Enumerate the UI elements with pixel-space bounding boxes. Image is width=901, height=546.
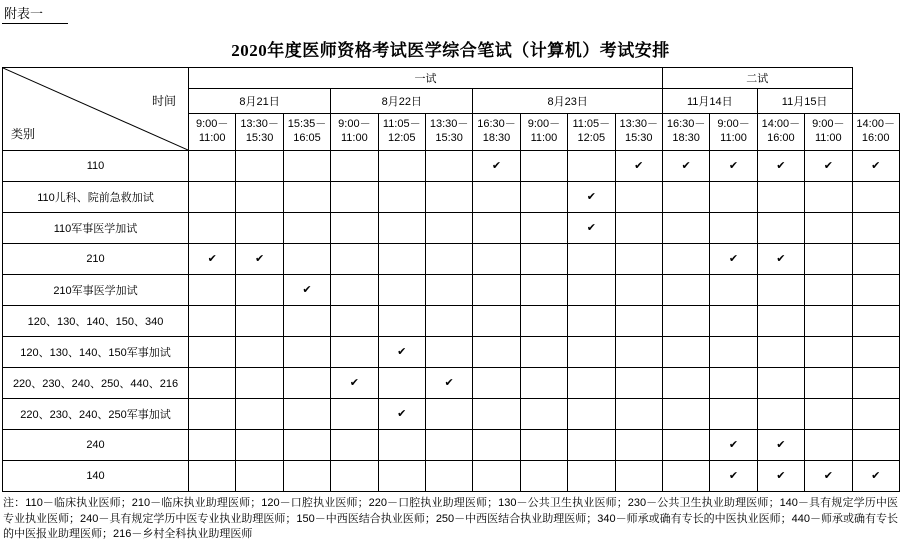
time-slot-header <box>189 113 236 150</box>
time-end: 11:00 <box>341 131 368 144</box>
schedule-empty-cell <box>236 305 283 336</box>
day-header: 8月22日 <box>331 88 473 113</box>
time-start: 11:05－ <box>572 117 611 130</box>
time-end: 11:00 <box>530 131 558 144</box>
schedule-check-cell: ✔ <box>662 150 709 181</box>
time-slot-header <box>331 113 378 150</box>
schedule-empty-cell <box>425 398 472 429</box>
time-slot-header <box>710 113 757 150</box>
schedule-empty-cell <box>236 336 283 367</box>
schedule-empty-cell <box>283 460 330 491</box>
schedule-empty-cell <box>378 212 425 243</box>
time-end: 15:30 <box>435 131 463 144</box>
schedule-empty-cell <box>520 305 567 336</box>
time-start: 13:30－ <box>240 117 279 130</box>
time-start: 15:35－ <box>287 117 327 130</box>
schedule-empty-cell <box>189 181 236 212</box>
schedule-empty-cell <box>520 150 567 181</box>
category-label-cell: 120、130、140、150、340 <box>3 305 189 336</box>
time-slot-header <box>852 113 899 150</box>
schedule-check-cell: ✔ <box>615 150 662 181</box>
schedule-empty-cell <box>283 150 330 181</box>
schedule-check-cell: ✔ <box>757 429 804 460</box>
schedule-empty-cell <box>568 460 615 491</box>
schedule-empty-cell <box>852 305 899 336</box>
table-row <box>3 429 900 460</box>
schedule-empty-cell <box>189 274 236 305</box>
appendix-label: 附表一 <box>4 6 44 21</box>
time-start: 13:30－ <box>619 117 658 130</box>
schedule-empty-cell <box>236 398 283 429</box>
schedule-check-cell: ✔ <box>236 243 283 274</box>
schedule-empty-cell <box>710 305 757 336</box>
schedule-empty-cell <box>283 367 330 398</box>
schedule-empty-cell <box>568 429 615 460</box>
category-label-cell: 110儿科、院前急救加试 <box>3 181 189 212</box>
schedule-check-cell: ✔ <box>473 150 520 181</box>
appendix-underline <box>2 23 68 24</box>
category-label-cell: 240 <box>3 429 189 460</box>
schedule-check-cell: ✔ <box>710 150 757 181</box>
schedule-check-cell: ✔ <box>805 460 852 491</box>
schedule-empty-cell <box>757 336 804 367</box>
schedule-empty-cell <box>852 212 899 243</box>
schedule-empty-cell <box>520 367 567 398</box>
time-end: 12:05 <box>387 131 416 144</box>
schedule-empty-cell <box>520 336 567 367</box>
schedule-empty-cell <box>378 367 425 398</box>
schedule-empty-cell <box>662 429 709 460</box>
schedule-empty-cell <box>615 460 662 491</box>
schedule-empty-cell <box>189 429 236 460</box>
schedule-empty-cell <box>520 243 567 274</box>
schedule-empty-cell <box>710 398 757 429</box>
schedule-empty-cell <box>662 460 709 491</box>
schedule-empty-cell <box>662 398 709 429</box>
schedule-check-cell: ✔ <box>757 243 804 274</box>
time-end: 15:30 <box>245 131 274 144</box>
table-row <box>3 460 900 491</box>
corner-time-label: 时间 <box>151 93 176 108</box>
schedule-empty-cell <box>473 398 520 429</box>
time-slot-header <box>568 113 615 150</box>
schedule-empty-cell <box>662 367 709 398</box>
category-label-cell: 120、130、140、150军事加试 <box>3 336 189 367</box>
table-notes: 注：110－临床执业医师；210－临床执业助理医师；120－口腔执业医师；220－口腔执业助理医师；130－公共卫生执业医师；230－公共卫生执业助理医师；140－具有规定学历中医专业执业医师；240－具有规定学历中医专业执业助理医师；150－中西医结合执业医师；250－中西医结合执业助理医师；340－师承或确有专长的中医执业医师；440－师承或确有专长的中医报业助理医师；216－乡村全科执业助理医师 <box>3 496 898 541</box>
schedule-empty-cell <box>852 243 899 274</box>
time-slot-header <box>283 113 330 150</box>
table-row <box>3 336 900 367</box>
schedule-empty-cell <box>805 398 852 429</box>
schedule-empty-cell <box>236 460 283 491</box>
time-start: 9:00－ <box>195 117 229 130</box>
schedule-empty-cell <box>568 305 615 336</box>
schedule-check-cell: ✔ <box>378 398 425 429</box>
schedule-empty-cell <box>189 150 236 181</box>
schedule-check-cell: ✔ <box>710 460 757 491</box>
schedule-empty-cell <box>805 429 852 460</box>
category-label-cell: 110军事医学加试 <box>3 212 189 243</box>
schedule-empty-cell <box>473 460 520 491</box>
schedule-check-cell: ✔ <box>852 460 899 491</box>
schedule-empty-cell <box>331 305 378 336</box>
time-slot-header <box>473 113 520 150</box>
day-header: 11月14日 <box>662 88 757 113</box>
table-row <box>3 367 900 398</box>
time-slot-header <box>615 113 662 150</box>
schedule-check-cell: ✔ <box>425 367 472 398</box>
schedule-empty-cell <box>189 398 236 429</box>
day-header: 11月15日 <box>757 88 852 113</box>
schedule-empty-cell <box>615 398 662 429</box>
page-title: 2020年度医师资格考试医学综合笔试（计算机）考试安排 <box>231 40 670 60</box>
schedule-empty-cell <box>662 212 709 243</box>
schedule-empty-cell <box>331 336 378 367</box>
table-body <box>3 150 900 491</box>
schedule-empty-cell <box>473 274 520 305</box>
schedule-empty-cell <box>662 305 709 336</box>
time-start: 9:00－ <box>812 117 845 130</box>
schedule-empty-cell <box>283 429 330 460</box>
schedule-empty-cell <box>425 429 472 460</box>
table-row <box>3 398 900 429</box>
time-end: 16:00 <box>767 131 795 144</box>
schedule-empty-cell <box>236 212 283 243</box>
table-row <box>3 243 900 274</box>
schedule-empty-cell <box>757 398 804 429</box>
schedule-empty-cell <box>378 460 425 491</box>
table-row <box>3 181 900 212</box>
schedule-empty-cell <box>757 212 804 243</box>
time-end: 15:30 <box>624 131 653 144</box>
time-start: 11:05－ <box>382 117 421 130</box>
schedule-empty-cell <box>615 212 662 243</box>
schedule-empty-cell <box>473 367 520 398</box>
schedule-empty-cell <box>520 274 567 305</box>
time-slot-header <box>662 113 709 150</box>
time-end: 18:30 <box>672 131 700 144</box>
schedule-empty-cell <box>283 181 330 212</box>
time-end: 11:00 <box>814 131 842 144</box>
day-header: 8月23日 <box>473 88 663 113</box>
schedule-check-cell: ✔ <box>710 429 757 460</box>
schedule-check-cell: ✔ <box>331 367 378 398</box>
schedule-empty-cell <box>331 398 378 429</box>
schedule-empty-cell <box>283 305 330 336</box>
schedule-empty-cell <box>710 181 757 212</box>
schedule-empty-cell <box>852 181 899 212</box>
schedule-empty-cell <box>425 336 472 367</box>
schedule-empty-cell <box>662 243 709 274</box>
schedule-check-cell: ✔ <box>189 243 236 274</box>
schedule-empty-cell <box>805 243 852 274</box>
schedule-empty-cell <box>378 150 425 181</box>
time-slot-header <box>757 113 804 150</box>
schedule-empty-cell <box>568 367 615 398</box>
schedule-empty-cell <box>378 305 425 336</box>
schedule-empty-cell <box>189 305 236 336</box>
schedule-empty-cell <box>189 367 236 398</box>
category-label-cell: 210军事医学加试 <box>3 274 189 305</box>
schedule-empty-cell <box>710 212 757 243</box>
table-header <box>3 67 900 150</box>
schedule-empty-cell <box>662 336 709 367</box>
schedule-empty-cell <box>283 243 330 274</box>
schedule-empty-cell <box>805 181 852 212</box>
schedule-empty-cell <box>189 212 236 243</box>
schedule-empty-cell <box>473 243 520 274</box>
schedule-empty-cell <box>852 429 899 460</box>
schedule-empty-cell <box>757 274 804 305</box>
schedule-empty-cell <box>757 181 804 212</box>
schedule-check-cell: ✔ <box>710 243 757 274</box>
schedule-check-cell: ✔ <box>283 274 330 305</box>
time-slot-header <box>425 113 472 150</box>
time-end: 16:05 <box>293 131 321 144</box>
schedule-check-cell: ✔ <box>378 336 425 367</box>
schedule-empty-cell <box>473 305 520 336</box>
time-start: 9:00－ <box>527 117 561 130</box>
time-slot-header <box>520 113 567 150</box>
schedule-empty-cell <box>473 212 520 243</box>
schedule-check-cell: ✔ <box>757 460 804 491</box>
schedule-empty-cell <box>189 336 236 367</box>
schedule-empty-cell <box>662 181 709 212</box>
schedule-empty-cell <box>805 305 852 336</box>
schedule-empty-cell <box>473 429 520 460</box>
schedule-check-cell: ✔ <box>568 181 615 212</box>
schedule-empty-cell <box>805 274 852 305</box>
schedule-empty-cell <box>520 398 567 429</box>
schedule-empty-cell <box>473 181 520 212</box>
schedule-empty-cell <box>331 181 378 212</box>
schedule-empty-cell <box>236 274 283 305</box>
schedule-empty-cell <box>710 274 757 305</box>
schedule-empty-cell <box>805 367 852 398</box>
day-header: 8月21日 <box>189 88 331 113</box>
schedule-empty-cell <box>378 181 425 212</box>
schedule-empty-cell <box>568 150 615 181</box>
table-row <box>3 212 900 243</box>
category-label-cell: 210 <box>3 243 189 274</box>
schedule-empty-cell <box>189 460 236 491</box>
schedule-empty-cell <box>805 336 852 367</box>
schedule-empty-cell <box>615 181 662 212</box>
schedule-empty-cell <box>425 460 472 491</box>
schedule-empty-cell <box>615 336 662 367</box>
time-end: 16:00 <box>861 131 890 144</box>
schedule-empty-cell <box>615 274 662 305</box>
schedule-empty-cell <box>520 212 567 243</box>
schedule-check-cell: ✔ <box>852 150 899 181</box>
schedule-empty-cell <box>283 398 330 429</box>
schedule-empty-cell <box>852 367 899 398</box>
schedule-empty-cell <box>473 336 520 367</box>
schedule-empty-cell <box>662 274 709 305</box>
schedule-empty-cell <box>283 212 330 243</box>
schedule-empty-cell <box>615 243 662 274</box>
schedule-empty-cell <box>425 150 472 181</box>
schedule-empty-cell <box>331 429 378 460</box>
schedule-empty-cell <box>378 274 425 305</box>
schedule-empty-cell <box>710 336 757 367</box>
schedule-empty-cell <box>331 150 378 181</box>
corner-category-label: 类别 <box>11 126 36 141</box>
schedule-empty-cell <box>331 243 378 274</box>
schedule-empty-cell <box>378 243 425 274</box>
schedule-empty-cell <box>852 398 899 429</box>
schedule-empty-cell <box>568 336 615 367</box>
schedule-check-cell: ✔ <box>805 150 852 181</box>
category-label-cell: 220、230、240、250、440、216 <box>3 367 189 398</box>
table-row <box>3 150 900 181</box>
schedule-empty-cell <box>568 274 615 305</box>
header-row-session-groups <box>3 67 900 88</box>
schedule-empty-cell <box>236 367 283 398</box>
schedule-empty-cell <box>615 367 662 398</box>
time-slot-header <box>805 113 852 150</box>
table-row <box>3 305 900 336</box>
schedule-empty-cell <box>710 367 757 398</box>
time-start: 16:30－ <box>666 117 706 130</box>
schedule-empty-cell <box>852 336 899 367</box>
time-end: 11:00 <box>720 131 747 144</box>
exam-schedule-table <box>2 67 900 492</box>
time-end: 18:30 <box>482 131 511 144</box>
time-end: 12:05 <box>577 131 606 144</box>
schedule-empty-cell <box>852 274 899 305</box>
time-start: 14:00－ <box>856 117 895 130</box>
time-start: 14:00－ <box>761 117 801 130</box>
session-group-first: 一试 <box>189 67 663 88</box>
schedule-empty-cell <box>425 212 472 243</box>
table-row <box>3 274 900 305</box>
category-label-cell: 220、230、240、250军事加试 <box>3 398 189 429</box>
schedule-empty-cell <box>520 460 567 491</box>
schedule-check-cell: ✔ <box>757 150 804 181</box>
schedule-empty-cell <box>236 150 283 181</box>
schedule-empty-cell <box>615 305 662 336</box>
schedule-empty-cell <box>568 398 615 429</box>
schedule-empty-cell <box>425 181 472 212</box>
time-start: 9:00－ <box>717 117 750 130</box>
schedule-empty-cell <box>805 212 852 243</box>
schedule-empty-cell <box>757 305 804 336</box>
schedule-empty-cell <box>425 243 472 274</box>
time-start: 16:30－ <box>477 117 516 130</box>
corner-header-cell <box>3 67 189 150</box>
schedule-empty-cell <box>331 212 378 243</box>
schedule-empty-cell <box>615 429 662 460</box>
schedule-empty-cell <box>236 429 283 460</box>
time-slot-header <box>236 113 283 150</box>
time-start: 9:00－ <box>338 117 371 130</box>
schedule-empty-cell <box>425 274 472 305</box>
schedule-empty-cell <box>331 274 378 305</box>
category-label-cell: 110 <box>3 150 189 181</box>
schedule-empty-cell <box>757 367 804 398</box>
time-end: 11:00 <box>198 131 226 144</box>
schedule-empty-cell <box>236 181 283 212</box>
schedule-empty-cell <box>520 429 567 460</box>
time-start: 13:30－ <box>429 117 469 130</box>
schedule-empty-cell <box>568 243 615 274</box>
schedule-empty-cell <box>331 460 378 491</box>
schedule-empty-cell <box>378 429 425 460</box>
schedule-empty-cell <box>425 305 472 336</box>
category-label-cell: 140 <box>3 460 189 491</box>
schedule-empty-cell <box>520 181 567 212</box>
session-group-second: 二试 <box>662 67 852 88</box>
time-slot-header <box>378 113 425 150</box>
schedule-check-cell: ✔ <box>568 212 615 243</box>
schedule-empty-cell <box>283 336 330 367</box>
